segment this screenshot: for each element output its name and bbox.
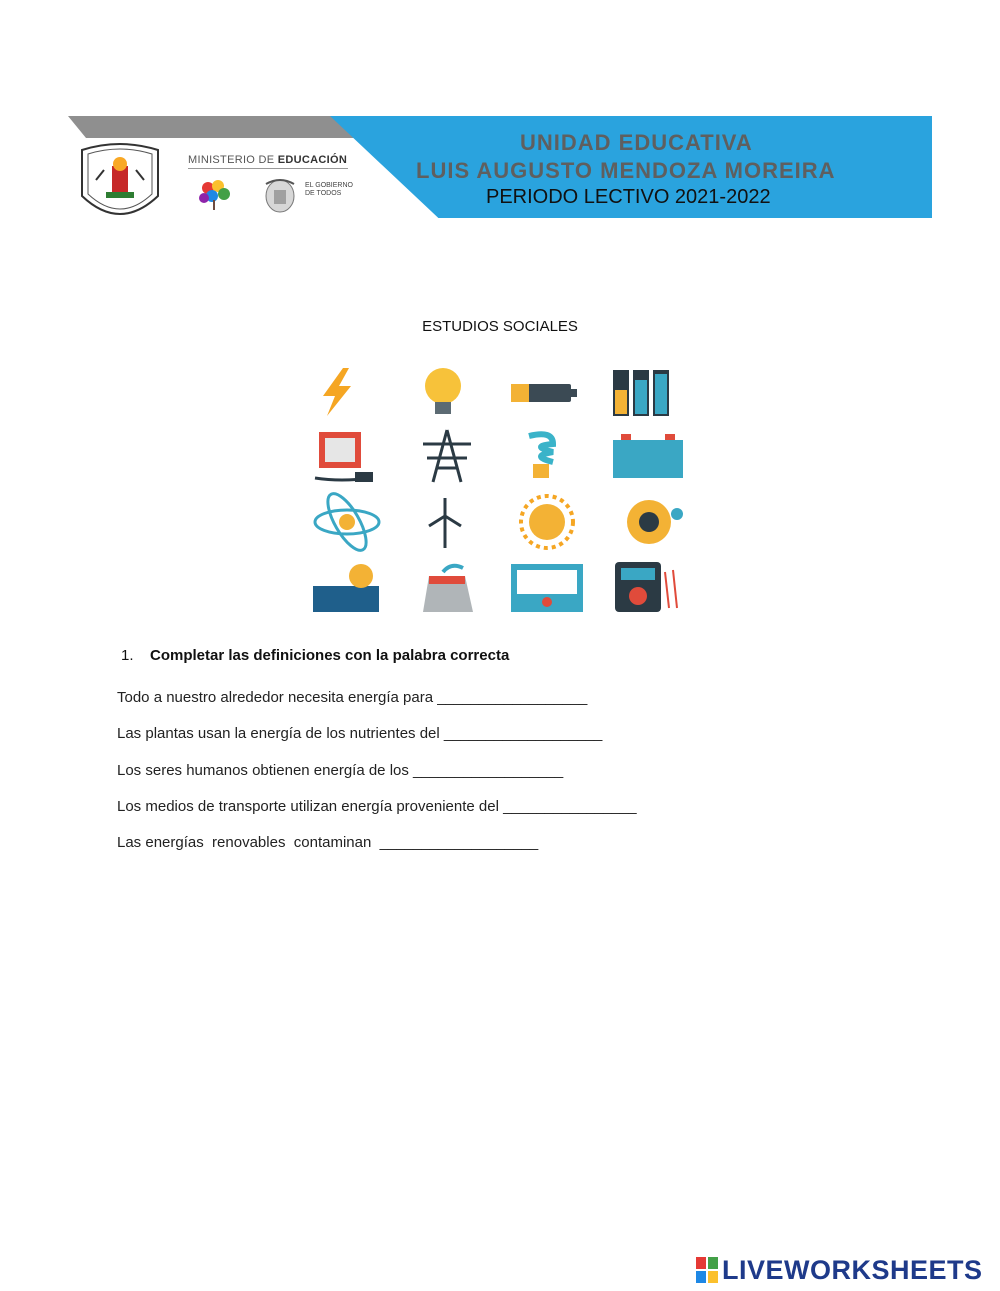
question-title: Completar las definiciones con la palabra correcta xyxy=(150,647,510,664)
question-number: 1. xyxy=(121,647,134,664)
car-battery-icon xyxy=(613,434,683,478)
government-label: EL GOBIERNO DE TODOS xyxy=(305,182,353,197)
wind-turbine-icon xyxy=(429,498,461,548)
atom-icon xyxy=(315,488,379,555)
fill-blank-line[interactable]: Los medios de transporte utilizan energía proveniente del ________________ xyxy=(117,798,637,815)
fill-blank-line[interactable]: Los seres humanos obtienen energía de los __________________ xyxy=(117,762,564,779)
sun-icon xyxy=(521,496,573,548)
transmission-tower-icon xyxy=(423,430,471,482)
school-title-line1: UNIDAD EDUCATIVA xyxy=(520,130,753,155)
ministry-divider xyxy=(188,168,348,169)
hydro-turbine-icon xyxy=(627,500,683,544)
school-period: PERIODO LECTIVO 2021-2022 xyxy=(486,186,771,208)
school-title-line2: LUIS AUGUSTO MENDOZA MOREIRA xyxy=(416,158,836,183)
lightning-icon xyxy=(323,368,351,416)
header-gray-band xyxy=(68,116,368,138)
battery-icon xyxy=(511,384,577,402)
liveworksheets-logo-icon xyxy=(696,1257,718,1283)
ministry-label: MINISTERIO DE EDUCACIÓN xyxy=(188,154,348,166)
toda-una-vida-logo xyxy=(190,176,240,216)
cfl-bulb-icon xyxy=(529,434,553,478)
ecuador-shield-logo xyxy=(258,176,302,216)
solar-panel-icon xyxy=(313,564,379,612)
fill-blank-line[interactable]: Todo a nuestro alrededor necesita energía para __________________ xyxy=(117,689,588,706)
fill-blank-line[interactable]: Las energías renovables contaminan ___________________ xyxy=(117,834,539,851)
liveworksheets-brand xyxy=(696,1254,983,1286)
fill-blank-line[interactable]: Las plantas usan la energía de los nutrientes del ___________________ xyxy=(117,725,603,742)
battery-levels-icon xyxy=(613,370,669,416)
multimeter-icon xyxy=(615,562,677,612)
light-bulb-icon xyxy=(425,368,461,414)
energy-icons-grid xyxy=(305,362,695,620)
subject-title: ESTUDIOS SOCIALES xyxy=(422,318,578,335)
brand-text: LIVEWORKSHEETS xyxy=(722,1254,983,1285)
power-plant-icon xyxy=(423,566,473,612)
school-seal-logo xyxy=(76,140,164,226)
voltmeter-icon xyxy=(511,564,583,612)
power-socket-plug-icon xyxy=(315,432,373,482)
